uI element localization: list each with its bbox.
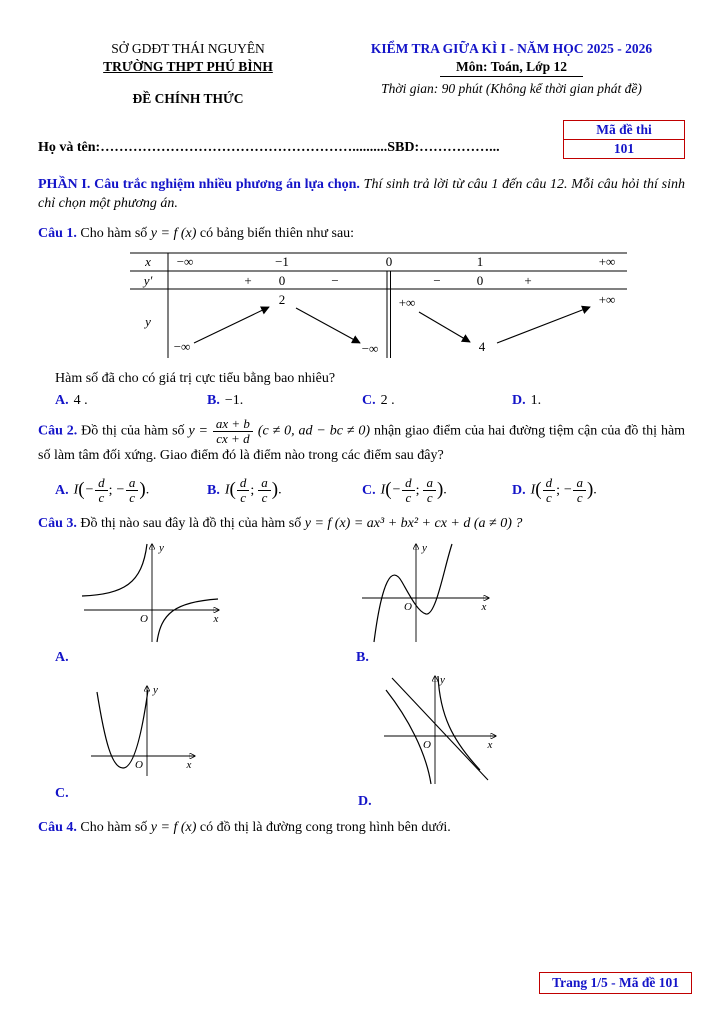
answer-letter: D.	[512, 482, 526, 498]
q1-answer-d	[512, 393, 685, 409]
arrow-up-icon	[194, 307, 269, 343]
arrow-down-icon	[296, 308, 360, 343]
answer-text: 2 .	[380, 393, 395, 409]
exam-code-box	[563, 120, 685, 159]
q2-fraction	[213, 417, 253, 445]
graph-option-b	[356, 538, 496, 644]
answer-text: −1.	[224, 393, 244, 409]
q2-label: Câu 2.	[38, 423, 78, 439]
q1-answers	[38, 393, 685, 409]
header-left	[38, 40, 338, 108]
table-sign-3: −	[331, 273, 339, 289]
table-sign-6: +	[524, 273, 532, 289]
q1-answer-b	[207, 393, 362, 409]
table-x-one: 1	[476, 254, 484, 270]
q2-condition: (c ≠ 0, ad − bc ≠ 0)	[257, 423, 371, 439]
q2-text-2: nhận giao điểm của hai đường tiệm cận của đồ thị hàm số làm tâm đối xứng. Giao điểm đó là điểm nào trong các điểm sau đây?	[38, 423, 686, 464]
school-name: TRƯỜNG THPT PHÚ BÌNH	[103, 58, 273, 74]
part1-heading: PHẦN I. Câu trắc nghiệm nhiều phương án lựa chọn.	[38, 176, 360, 192]
q3-graph-row-1	[38, 538, 685, 666]
q2-answer-d: D. I( $\frac{d}{c}$ ; − $\frac{a}{c}$ ).	[512, 475, 597, 506]
q3-option-b	[356, 538, 685, 666]
student-name-line: Họ và tên:………………………………………………..........SBD:……………...	[38, 139, 500, 155]
page-footer-box	[539, 972, 692, 994]
table-x-minus1: −1	[275, 254, 289, 270]
q2-statement	[38, 417, 685, 466]
x-axis-label: x	[481, 600, 487, 613]
y-axis-label: y	[153, 683, 158, 696]
exam-code-value: 101	[613, 140, 635, 156]
q1-question: Hàm số đã cho có giá trị cực tiểu bằng bao nhiêu?	[55, 371, 336, 387]
answer-letter: C.	[362, 482, 376, 498]
part1-instructions: Thí sinh trả lời từ câu 1 đến câu 12. Mỗi câu hỏi thí sinh chỉ chọn một phương án.	[38, 176, 686, 212]
x-axis-label: x	[487, 738, 493, 751]
q2-answer-a: A. I(− $\frac{d}{c}$ ; − $\frac{a}{c}$ ).	[55, 475, 150, 506]
q2-answer-c: C. I(− $\frac{d}{c}$ ; $\frac{a}{c}$ ).	[362, 475, 447, 506]
answer-letter: A.	[55, 393, 69, 409]
q4-text-before: Cho hàm số	[80, 819, 148, 835]
q3-statement	[38, 513, 685, 534]
subject-row	[338, 58, 685, 78]
origin-label: O	[423, 738, 431, 751]
q3-label: Câu 3.	[38, 515, 77, 531]
q3-option-d	[356, 670, 685, 810]
graph-option-c	[85, 680, 200, 780]
q2-answer-b: B. I( $\frac{d}{c}$ ; $\frac{a}{c}$ ).	[207, 475, 282, 506]
q3-graph-row-2	[38, 670, 685, 810]
fraction-numerator: ax + b	[213, 417, 253, 432]
table-x-header: x	[145, 254, 151, 270]
y-axis-label: y	[422, 541, 427, 554]
part1-paragraph	[38, 175, 685, 214]
variation-table	[130, 250, 627, 358]
table-yprime-header: y′	[143, 273, 153, 289]
name-row	[38, 120, 685, 159]
q1-label: Câu 1.	[38, 225, 77, 241]
y-axis-label: y	[440, 673, 445, 686]
q3-option-c	[38, 680, 356, 810]
arrow-down-icon	[419, 312, 470, 342]
x-axis-label: x	[213, 612, 219, 625]
table-sign-4: −	[433, 273, 441, 289]
q4-math: y = f (x)	[150, 819, 197, 835]
table-x-zero: 0	[385, 254, 393, 270]
q4-label: Câu 4.	[38, 819, 77, 835]
table-y-val-3: −∞	[361, 341, 379, 357]
table-sign-5: 0	[476, 273, 484, 289]
page-number: Trang 1/5 - Mã đề 101	[552, 975, 679, 990]
answer-letter: C.	[362, 393, 376, 409]
header-right	[338, 40, 685, 108]
header	[38, 40, 685, 108]
arrow-up-icon	[497, 307, 590, 343]
q1-answer-c	[362, 393, 512, 409]
answer-letter: A.	[55, 482, 69, 498]
answer-text: 1.	[530, 393, 542, 409]
table-sign-1: +	[244, 273, 252, 289]
origin-label: O	[135, 758, 143, 771]
q1-statement	[38, 224, 685, 244]
department-name: SỞ GDĐT THÁI NGUYÊN	[111, 41, 265, 56]
q2-answers	[38, 476, 685, 504]
official-exam-label: ĐỀ CHÍNH THỨC	[132, 91, 244, 107]
origin-label: O	[404, 600, 412, 613]
origin-label: O	[140, 612, 148, 625]
q4-statement	[38, 818, 685, 838]
subject-line: Môn: Toán, Lớp 12	[440, 58, 583, 78]
table-y-val-5: 4	[478, 339, 486, 355]
x-axis-label: x	[186, 758, 192, 771]
option-letter: B.	[356, 649, 369, 665]
y-axis-label: y	[159, 541, 164, 554]
fraction-denominator: cx + d	[216, 430, 250, 446]
q4-text-after: có đồ thị là đường cong trong hình bên dưới.	[199, 819, 451, 835]
table-sign-2: 0	[278, 273, 286, 289]
answer-letter: B.	[207, 482, 220, 498]
table-x-pos-inf: +∞	[598, 254, 616, 270]
exam-code-label: Mã đề thi	[564, 121, 684, 140]
q3-text: Đồ thị nào sau đây là đồ thị của hàm số	[80, 515, 302, 531]
table-y-val-1: −∞	[173, 339, 191, 355]
duration-line: Thời gian: 90 phút (Không kể thời gian phát đề)	[381, 81, 642, 97]
table-y-val-6: +∞	[598, 292, 616, 308]
q3-math: y = f (x) = ax³ + bx² + cx + d (a ≠ 0) ?	[304, 515, 523, 531]
q1-text-before: Cho hàm số	[80, 225, 148, 241]
q1-answer-a	[55, 393, 207, 409]
answer-text: 4 .	[73, 393, 88, 409]
table-y-val-4: +∞	[398, 295, 416, 311]
table-y-val-2: 2	[278, 292, 286, 308]
answer-letter: D.	[512, 393, 526, 409]
option-letter: A.	[55, 649, 69, 665]
variation-table-wrap	[130, 250, 685, 363]
option-letter: C.	[55, 785, 69, 801]
q2-math-y: y =	[188, 423, 208, 439]
q1-math: y = f (x)	[150, 225, 197, 241]
q3-option-a	[38, 538, 356, 666]
graph-option-d	[378, 670, 503, 788]
q1-text-after: có bảng biến thiên như sau:	[199, 225, 355, 241]
q2-text-1: Đồ thị của hàm số	[81, 423, 185, 439]
table-x-neg-inf: −∞	[176, 254, 194, 270]
exam-title: KIỂM TRA GIỮA KÌ I - NĂM HỌC 2025 - 2026	[370, 41, 653, 56]
option-letter: D.	[358, 793, 372, 809]
answer-letter: B.	[207, 393, 220, 409]
graph-option-a	[76, 538, 226, 644]
table-y-header: y	[145, 314, 151, 330]
